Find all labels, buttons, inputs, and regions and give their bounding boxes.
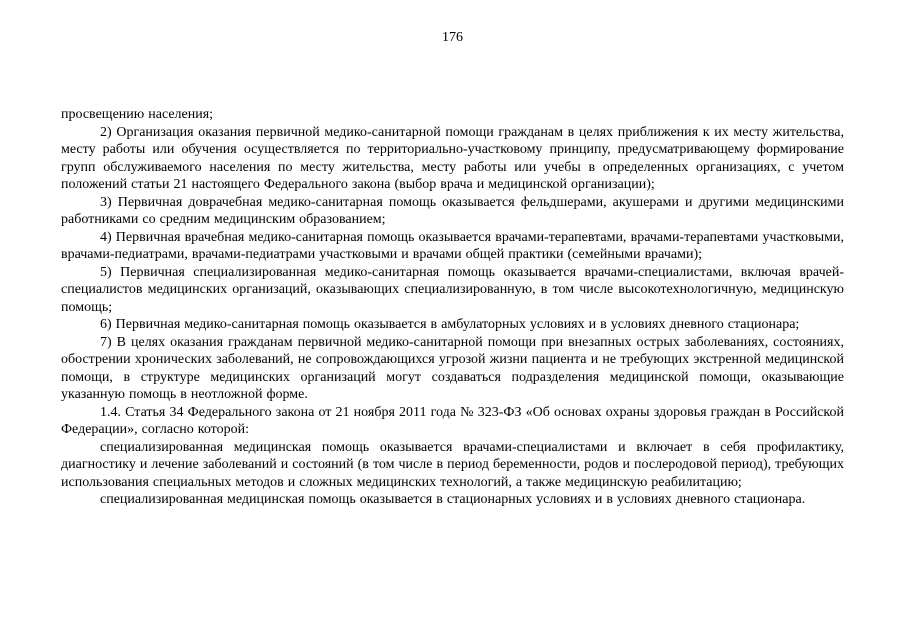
document-body — [61, 106, 844, 509]
paragraph-item-4: 4) Первичная врачебная медико-санитарная помощь оказывается врачами-терапевтами, врачами-терапевтами участковыми, врачами-педиатрами, врачами-педиатрами участковыми и врачами общей практики (семейными врачами); — [61, 229, 844, 262]
paragraph-item-6: 6) Первичная медико-санитарная помощь оказывается в амбулаторных условиях и в условиях дневного стационара; — [100, 317, 800, 332]
paragraph-specialized-care-definition: специализированная медицинская помощь оказывается врачами-специалистами и включает в себя профилактику, диагностику и лечение заболеваний и состояний (в том числе в период беременности, родов и послеродовой период), требующих использования специальных методов и сложных медицинских технологий, а также медицинскую реабилитацию; — [61, 439, 844, 490]
paragraph-item-3: 3) Первичная доврачебная медико-санитарная помощь оказывается фельдшерами, акушерами и другими медицинскими работниками со средним медицинским образованием; — [61, 194, 844, 227]
paragraph-specialized-care-conditions: специализированная медицинская помощь оказывается в стационарных условиях и в условиях дневного стационара. — [100, 492, 806, 507]
paragraph-section-1-4: 1.4. Статья 34 Федерального закона от 21 ноября 2011 года № 323-ФЗ «Об основах охраны здоровья граждан в Российской Федерации», согласно которой: — [61, 404, 844, 437]
page-number: 176 — [442, 30, 463, 45]
paragraph-item-2: 2) Организация оказания первичной медико-санитарной помощи гражданам в целях приближения к их месту жительства, месту работы или обучения осуществляется по территориально-участковому принципу, предусматривающему формирование групп обслуживаемого населения по месту жительства, месту работы или учебы в определенных организациях, с учетом положений статьи 21 настоящего Федерального закона (выбор врача и медицинской организации); — [61, 124, 844, 192]
paragraph-item-5: 5) Первичная специализированная медико-санитарная помощь оказывается врачами-специалистами, включая врачей-специалистов медицинских организаций, оказывающих специализированную, в том числе высокотехнологичную, медицинскую помощь; — [61, 264, 844, 315]
paragraph-item-7: 7) В целях оказания гражданам первичной медико-санитарной помощи при внезапных острых заболеваниях, состояниях, обострении хронических заболеваний, не сопровождающихся угрозой жизни пациента и не требующих экстренной медицинской помощи, в структуре медицинских организаций могут создаваться подразделения медицинской помощи, оказывающие указанную помощь в неотложной форме. — [61, 334, 844, 402]
paragraph-continuation: просвещению населения; — [61, 107, 214, 122]
